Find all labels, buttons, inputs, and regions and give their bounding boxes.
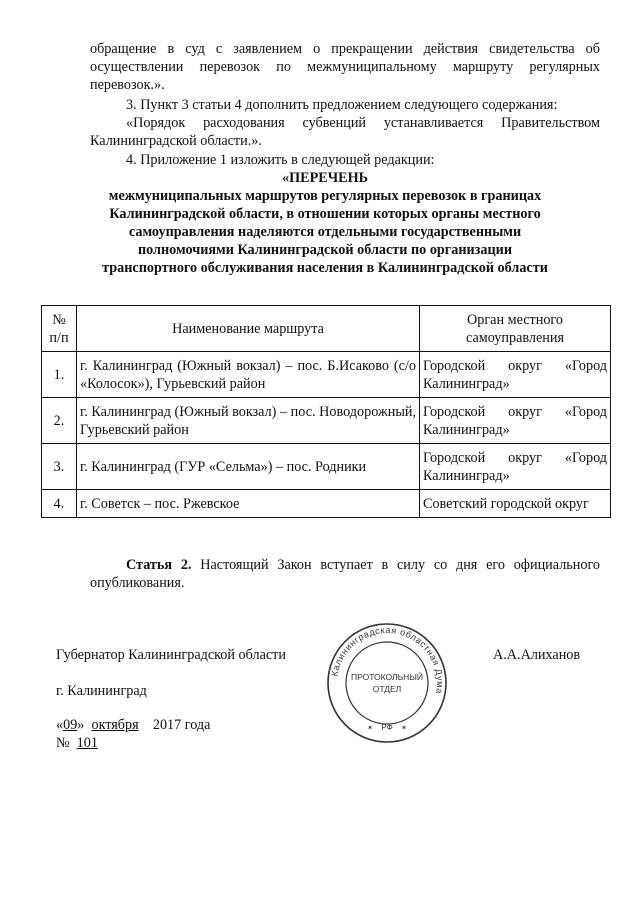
intro-paragraph-1: обращение в суд с заявлением о прекращении действия свидетельства об осуществлении перевозок по межмуниципальному маршруту регулярных перевозок.».: [90, 41, 600, 93]
signatory-position: Губернатор Калининградской области: [56, 647, 286, 663]
signatory-name: А.А.Алиханов: [493, 647, 581, 663]
signing-city: г. Калининград: [56, 683, 147, 699]
row-number: 2.: [42, 398, 77, 444]
date-month: октября: [91, 717, 139, 733]
intro-paragraph-4: 4. Приложение 1 изложить в следующей редакции:: [126, 152, 435, 168]
article-2-text: Настоящий Закон вступает в силу со дня его официального опубликования.: [90, 557, 600, 591]
seal-outer-text: Калининградская областная Дума: [329, 624, 446, 695]
routes-table: [41, 305, 611, 518]
seal-bottom-text: РФ: [381, 723, 393, 732]
number-label: №: [56, 735, 70, 751]
law-number: [56, 734, 112, 752]
list-title-body: межмуниципальных маршрутов регулярных перевозок в границах Калининградской области, в отношении которых органы местного самоуправления наделяются отдельными государственными полномочиями Калининградской области по организации транспортного обслуживания населения в Калининградской области: [102, 188, 548, 276]
intro-paragraph-3: «Порядок расходования субвенций устанавливается Правительством Калининградской области.».: [90, 115, 600, 149]
table-row: [42, 444, 611, 490]
list-title-heading: «ПЕРЕЧЕНЬ: [281, 170, 368, 186]
header-number: № п/п: [42, 306, 77, 352]
table-row: [42, 352, 611, 398]
row-number: 4.: [42, 490, 77, 518]
table-row: [42, 490, 611, 518]
row-authority: Советский городской округ: [420, 490, 611, 518]
intro-paragraph-2: 3. Пункт 3 статьи 4 дополнить предложением следующего содержания:: [126, 97, 558, 113]
article-2-paragraph: [90, 556, 600, 592]
row-authority: Городской округ «Город Калининград»: [420, 352, 611, 398]
row-number: 1.: [42, 352, 77, 398]
seal-star-right-icon: ✶: [401, 724, 407, 732]
row-route: г. Калининград (Южный вокзал) – пос. Новодорожный, Гурьевский район: [77, 398, 420, 444]
seal-star-left-icon: ✶: [367, 724, 373, 732]
row-route: г. Калининград (ГУР «Сельма») – пос. Родники: [77, 444, 420, 490]
table-header-row: [42, 306, 611, 352]
signing-date: [56, 716, 210, 734]
date-close-quote: »: [77, 717, 85, 733]
article-2-label: Статья 2.: [126, 557, 192, 573]
number-value: 101: [76, 735, 98, 751]
header-authority: Орган местного самоуправления: [420, 306, 611, 352]
seal-inner-line-2: ОТДЕЛ: [372, 684, 402, 694]
official-seal: [326, 622, 448, 744]
row-authority: Городской округ «Город Калининград»: [420, 444, 611, 490]
row-route: г. Советск – пос. Ржевское: [77, 490, 420, 518]
row-number: 3.: [42, 444, 77, 490]
header-route: Наименование маршрута: [77, 306, 420, 352]
date-day: 09: [63, 717, 78, 733]
row-authority: Городской округ «Город Калининград»: [420, 398, 611, 444]
seal-inner-ring: [346, 642, 428, 724]
table-row: [42, 398, 611, 444]
date-year: 2017 года: [152, 717, 211, 733]
seal-inner-line-1: ПРОТОКОЛЬНЫЙ: [351, 672, 423, 682]
date-open-quote: «: [56, 717, 64, 733]
row-route: г. Калининград (Южный вокзал) – пос. Б.Исаково (с/о «Колосок»), Гурьевский район: [77, 352, 420, 398]
